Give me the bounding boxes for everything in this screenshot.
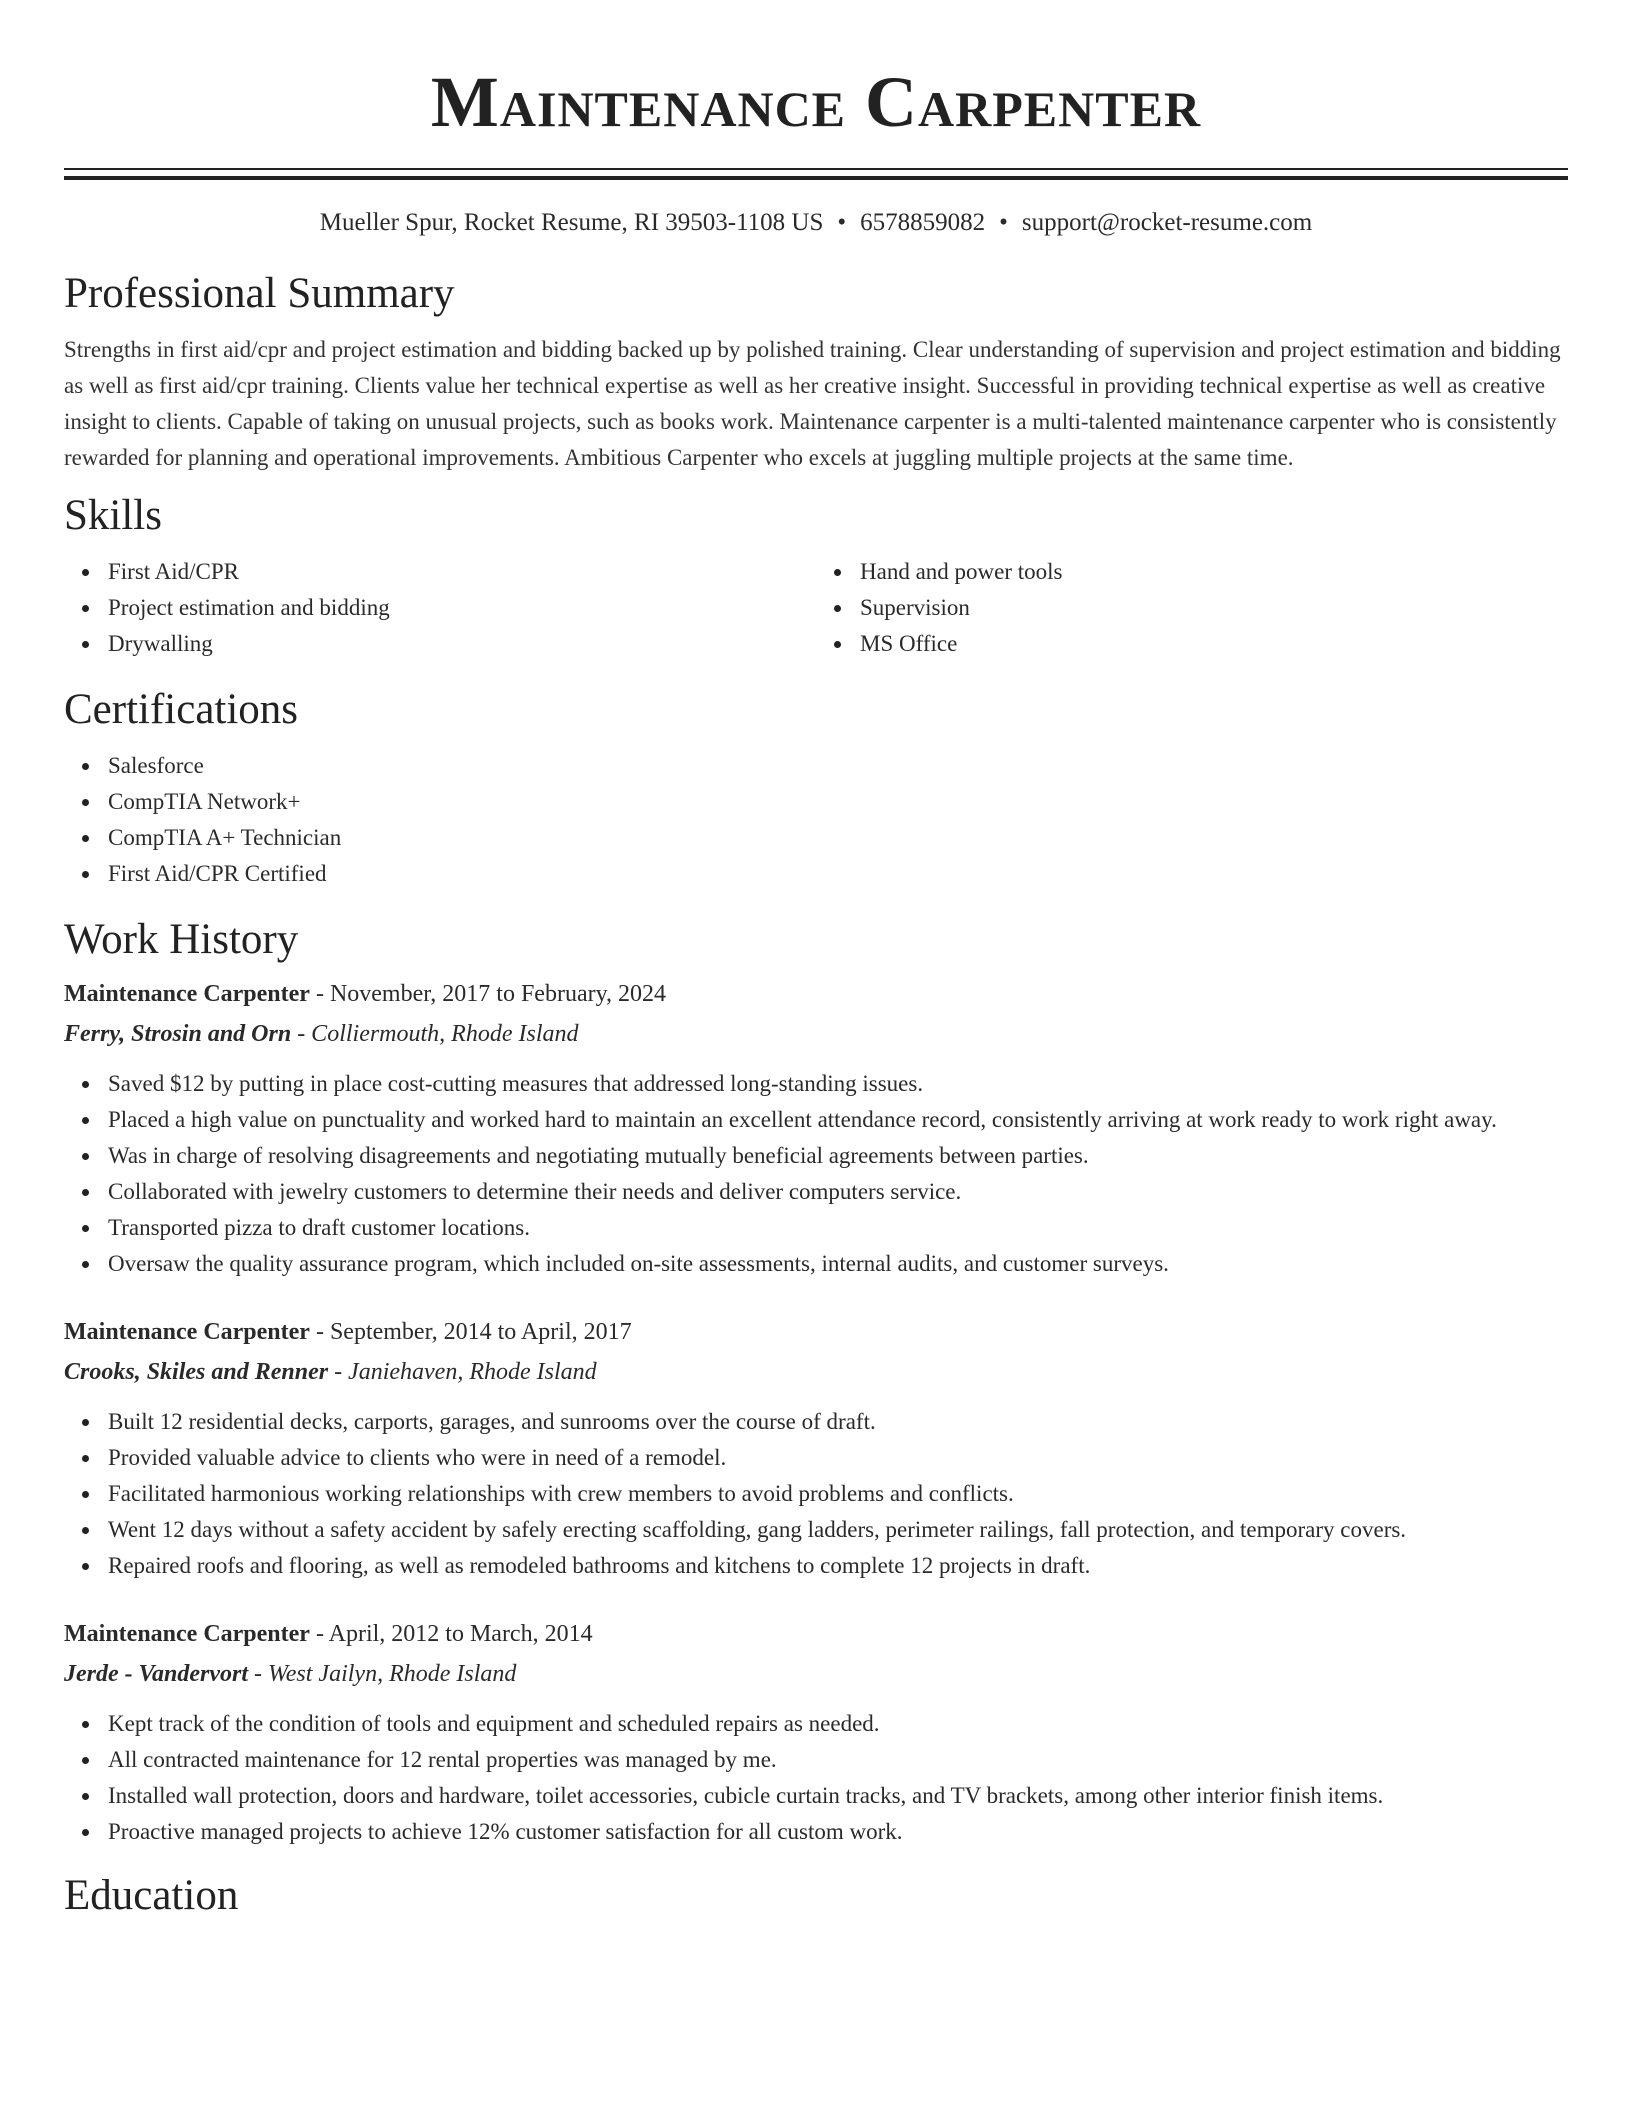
- job-bullets: [64, 1404, 1568, 1584]
- skill-item: Hand and power tools: [860, 554, 1568, 590]
- job-entry: [64, 1314, 1568, 1584]
- skills-column-left: [64, 554, 816, 662]
- job-title-line: [64, 1314, 1568, 1350]
- job-company-line: [64, 1354, 1568, 1390]
- job-title-line: [64, 976, 1568, 1012]
- contact-separator: •: [999, 209, 1008, 236]
- job-role: Maintenance Carpenter: [64, 1621, 310, 1647]
- job-company: Crooks, Skiles and Renner: [64, 1359, 329, 1385]
- contact-phone: 6578859082: [860, 209, 986, 236]
- skills-list-left: [64, 554, 816, 662]
- job-bullet: Saved $12 by putting in place cost-cutting measures that addressed long-standing issues.: [108, 1066, 1568, 1102]
- job-bullet: Placed a high value on punctuality and worked hard to maintain an excellent attendance record, consistently arriving at work ready to work right away.: [108, 1102, 1568, 1138]
- job-company: Jerde - Vandervort: [64, 1661, 248, 1687]
- job-bullets: [64, 1066, 1568, 1282]
- job-company-line: [64, 1656, 1568, 1692]
- job-company-line: [64, 1016, 1568, 1052]
- skills-list-right: [816, 554, 1568, 662]
- job-title-line: [64, 1616, 1568, 1652]
- job-role: Maintenance Carpenter: [64, 981, 310, 1007]
- title-double-rule: [64, 168, 1568, 180]
- skill-item: Supervision: [860, 590, 1568, 626]
- contact-line: [64, 206, 1568, 240]
- summary-heading: Professional Summary: [64, 270, 455, 317]
- job-entry: [64, 1616, 1568, 1850]
- certifications-list: [64, 748, 1568, 892]
- skill-item: Drywalling: [108, 626, 816, 662]
- job-bullet: Facilitated harmonious working relationships with crew members to avoid problems and conflicts.: [108, 1476, 1568, 1512]
- resume-title: Maintenance Carpenter: [430, 62, 1202, 142]
- certification-item: First Aid/CPR Certified: [108, 856, 1568, 892]
- job-bullet: Oversaw the quality assurance program, which included on-site assessments, internal audits, and customer surveys.: [108, 1246, 1568, 1282]
- contact-email[interactable]: support@rocket-resume.com: [1021, 209, 1313, 236]
- job-role: Maintenance Carpenter: [64, 1319, 310, 1345]
- job-bullet: All contracted maintenance for 12 rental properties was managed by me.: [108, 1742, 1568, 1778]
- job-dates: - September, 2014 to April, 2017: [309, 1319, 632, 1345]
- job-bullets: [64, 1706, 1568, 1850]
- certifications-heading: Certifications: [64, 686, 299, 733]
- certification-item: CompTIA Network+: [108, 784, 1568, 820]
- job-bullet: Transported pizza to draft customer locations.: [108, 1210, 1568, 1246]
- job-company: Ferry, Strosin and Orn: [64, 1021, 292, 1047]
- job-bullet: Installed wall protection, doors and hardware, toilet accessories, cubicle curtain tracks, and TV brackets, among other interior finish items.: [108, 1778, 1568, 1814]
- skill-item: Project estimation and bidding: [108, 590, 816, 626]
- skills-column-right: [816, 554, 1568, 662]
- certification-item: CompTIA A+ Technician: [108, 820, 1568, 856]
- job-location: - Colliermouth, Rhode Island: [291, 1021, 579, 1047]
- skills-grid: [64, 554, 1568, 662]
- contact-separator: •: [837, 209, 847, 236]
- education-heading: Education: [64, 1872, 239, 1919]
- skills-heading: Skills: [64, 492, 162, 539]
- job-bullet: Built 12 residential decks, carports, garages, and sunrooms over the course of draft.: [108, 1404, 1568, 1440]
- skill-item: MS Office: [860, 626, 1568, 662]
- summary-text: Strengths in first aid/cpr and project estimation and bidding backed up by polished training. Clear understanding of supervision and project estimation and bidding as well as first aid/cpr training. Clients value her technical expertise as well as her creative insight. Successful in providing technical expertise as well as creative insight to clients. Capable of taking on unusual projects, such as books work. Maintenance carpenter is a multi-talented maintenance carpenter who is consistently rewarded for planning and operational improvements. Ambitious Carpenter who excels at juggling multiple projects at the same time.: [64, 337, 1561, 470]
- work-history-heading: Work History: [64, 916, 299, 963]
- job-bullet: Proactive managed projects to achieve 12% customer satisfaction for all custom work.: [108, 1814, 1568, 1850]
- job-dates: - April, 2012 to March, 2014: [309, 1621, 593, 1647]
- job-bullet: Provided valuable advice to clients who were in need of a remodel.: [108, 1440, 1568, 1476]
- job-bullet: Went 12 days without a safety accident by safely erecting scaffolding, gang ladders, perimeter railings, fall protection, and temporary covers.: [108, 1512, 1568, 1548]
- job-entry: [64, 976, 1568, 1282]
- job-bullet: Was in charge of resolving disagreements and negotiating mutually beneficial agreements between parties.: [108, 1138, 1568, 1174]
- certification-item: Salesforce: [108, 748, 1568, 784]
- skill-item: First Aid/CPR: [108, 554, 816, 590]
- job-bullet: Repaired roofs and flooring, as well as remodeled bathrooms and kitchens to complete 12 projects in draft.: [108, 1548, 1568, 1584]
- job-bullet: Collaborated with jewelry customers to determine their needs and deliver computers service.: [108, 1174, 1568, 1210]
- job-location: - Janiehaven, Rhode Island: [328, 1359, 597, 1385]
- contact-address: Mueller Spur, Rocket Resume, RI 39503-1108 US: [319, 209, 824, 236]
- job-location: - West Jailyn, Rhode Island: [247, 1661, 517, 1687]
- job-bullet: Kept track of the condition of tools and equipment and scheduled repairs as needed.: [108, 1706, 1568, 1742]
- job-dates: - November, 2017 to February, 2024: [309, 981, 667, 1007]
